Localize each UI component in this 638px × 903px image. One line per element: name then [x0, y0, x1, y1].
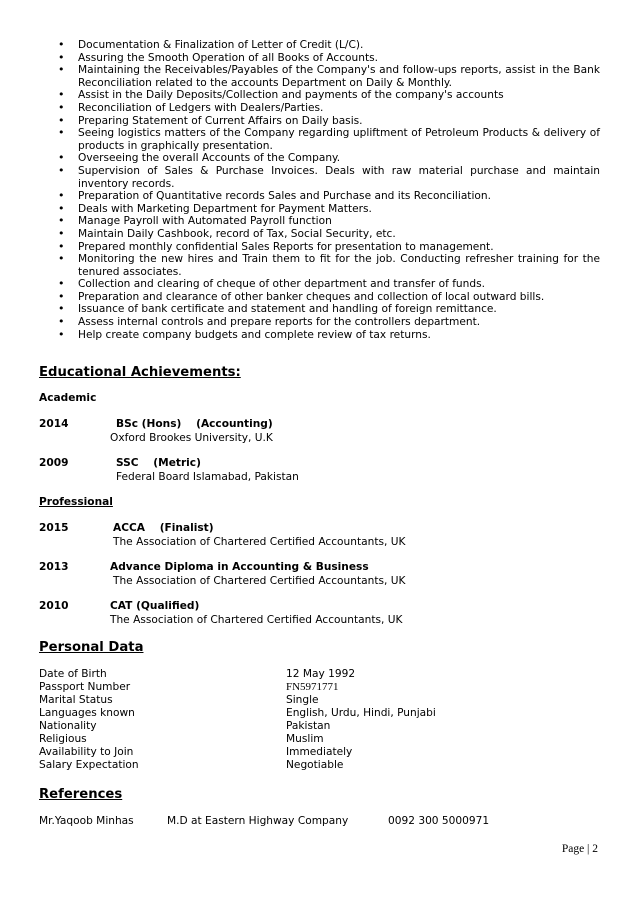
duty-item: • Manage Payroll with Automated Payroll function — [56, 215, 600, 228]
personal-value: Single — [286, 694, 319, 706]
personal-label: Marital Status — [39, 694, 113, 706]
personal-value: FN5971771 — [286, 681, 339, 693]
professional-title: ACCA (Finalist) — [113, 522, 214, 534]
duty-item: • Prepared monthly confidential Sales Reports for presentation to management. — [56, 241, 600, 254]
academic-institution: Federal Board Islamabad, Pakistan — [116, 471, 299, 483]
duty-item: • Preparation and clearance of other banker cheques and collection of local outward bills. — [56, 291, 600, 304]
duty-item: • Documentation & Finalization of Letter of Credit (L/C). — [56, 39, 600, 52]
personal-label: Availability to Join — [39, 746, 134, 758]
personal-value: Pakistan — [286, 720, 331, 732]
duty-item: • Assess internal controls and prepare reports for the controllers department. — [56, 316, 600, 329]
academic-institution: Oxford Brookes University, U.K — [110, 432, 273, 444]
reference-position: M.D at Eastern Highway Company — [167, 815, 349, 827]
page-number: Page | 2 — [561, 843, 598, 855]
reference-phone: 0092 300 5000971 — [388, 815, 490, 827]
duty-item: • Reconciliation of Ledgers with Dealers/Parties. — [56, 102, 600, 115]
academic-year: 2009 — [39, 457, 69, 469]
professional-title: CAT (Qualified) — [110, 600, 200, 612]
personal-value: Immediately — [286, 746, 353, 758]
references-heading: References — [39, 787, 123, 802]
personal-value: Muslim — [286, 733, 324, 745]
duty-item: • Collection and clearing of cheque of other department and transfer of funds. — [56, 278, 600, 291]
personal-label: Languages known — [39, 707, 135, 719]
duty-item: • Overseeing the overall Accounts of the Company. — [56, 152, 600, 165]
duty-item: • Seeing logistics matters of the Company regarding upliftment of Petroleum Products & delivery of products in graphically presentation. — [56, 127, 600, 152]
academic-year: 2014 — [39, 418, 69, 430]
duty-item: • Deals with Marketing Department for Payment Matters. — [56, 203, 600, 216]
reference-name: Mr.Yaqoob Minhas — [39, 815, 134, 827]
duty-item: • Help create company budgets and complete review of tax returns. — [56, 329, 600, 342]
personal-heading: Personal Data — [39, 640, 144, 655]
academic-title: BSc (Hons) (Accounting) — [116, 418, 273, 430]
personal-label: Religious — [39, 733, 87, 745]
professional-institution: The Association of Chartered Certified Accountants, UK — [110, 614, 403, 626]
personal-label: Date of Birth — [39, 668, 107, 680]
professional-year: 2010 — [39, 600, 69, 612]
professional-institution: The Association of Chartered Certified Accountants, UK — [113, 575, 406, 587]
duty-item: • Issuance of bank certificate and statement and handling of foreign remittance. — [56, 303, 600, 316]
duties-list — [56, 39, 600, 341]
personal-value: Negotiable — [286, 759, 344, 771]
personal-value: 12 May 1992 — [286, 668, 356, 680]
personal-value: English, Urdu, Hindi, Punjabi — [286, 707, 436, 719]
professional-label: Professional — [39, 496, 113, 508]
academic-title: SSC (Metric) — [116, 457, 201, 469]
professional-year: 2015 — [39, 522, 69, 534]
duty-item: • Assist in the Daily Deposits/Collection and payments of the company's accounts — [56, 89, 600, 102]
professional-title: Advance Diploma in Accounting & Business — [110, 561, 369, 573]
duty-item: • Supervision of Sales & Purchase Invoices. Deals with raw material purchase and maintain inventory records. — [56, 165, 600, 190]
personal-label: Salary Expectation — [39, 759, 139, 771]
duty-item: • Preparing Statement of Current Affairs on Daily basis. — [56, 115, 600, 128]
personal-label: Nationality — [39, 720, 97, 732]
professional-year: 2013 — [39, 561, 69, 573]
professional-institution: The Association of Chartered Certified Accountants, UK — [113, 536, 406, 548]
duty-item: • Preparation of Quantitative records Sales and Purchase and its Reconciliation. — [56, 190, 600, 203]
education-heading: Educational Achievements: — [39, 365, 241, 380]
duty-item: • Maintain Daily Cashbook, record of Tax, Social Security, etc. — [56, 228, 600, 241]
duty-item: • Assuring the Smooth Operation of all Books of Accounts. — [56, 52, 600, 65]
duty-item: • Monitoring the new hires and Train them to fit for the job. Conducting refresher training for the tenured associates. — [56, 253, 600, 278]
duty-item: • Maintaining the Receivables/Payables of the Company's and follow-ups reports, assist in the Bank Reconciliation related to the accounts Department on Daily & Monthly. — [56, 64, 600, 89]
academic-label: Academic — [39, 392, 97, 404]
personal-label: Passport Number — [39, 681, 131, 693]
